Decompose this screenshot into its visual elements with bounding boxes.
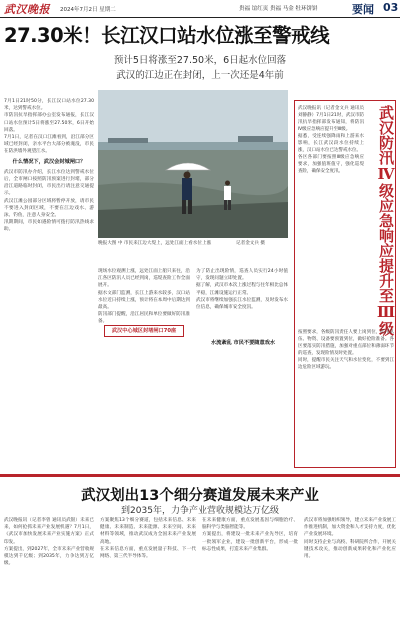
main-headline: 27.30米！长江汉口站水位涨至警戒线	[4, 24, 330, 47]
issue-date: 2024年7月2日 星期二	[60, 7, 116, 13]
main-story-text-2: 武汉市防汛办介绍，长江水位达到警戒水位后，全市闸口按照防汛预案进行封堵，部分沿江道路临时封闭，市民出行请注意交通提示。 武汉江滩公园部分区域将暂停开放，请市民不要进入封闭区域，不要在江边戏水、游泳、钓鱼，注意人身安全。 汛期期间，市民如遇险情可拨打防汛热线求助。	[4, 169, 94, 233]
photo-caption: 晚报大图 中 市民来江边大堤上，远处江面上看水位上涨	[98, 241, 212, 246]
river-photo	[98, 90, 288, 238]
page-number: 03	[383, 1, 399, 14]
header-ads: 贵福 谊红页 贵福 马金 牡环饼饼	[239, 6, 318, 12]
section-name: 要闻	[352, 3, 374, 16]
main-story-column-2	[98, 268, 190, 454]
newspaper-logo: 武汉晚报	[4, 3, 50, 16]
second-story-text-1: 武汉晚报讯（记者李曾 通讯员武银）未来已来，如何抢抓未来产业发展机遇？7月1日，《武汉市加快发展未来产业实施方案》正式印发。 方案提出，到2027年，全市未来产业营收规模达到千亿级；到2035年，力争达到万亿级。	[4, 518, 94, 567]
floodgate-subheading: 武汉中心城区封堵闸口70座	[104, 325, 184, 337]
photo-credit: 记者金文兵 摄	[236, 241, 266, 246]
second-story-column-1	[4, 517, 94, 625]
second-story-text-4: 武汉市将加强组织领导，建立未来产业发展工作推进机制，加大资金和人才支持力度，优化产业发展环境。 同时支持企业与高校、科研院所合作，开展关键技术攻关，推动创新成果转化和产业化应用。	[304, 518, 396, 560]
main-story-subheading: 什么情况下，武汉会封城闸口？	[12, 158, 86, 165]
second-story-column-4	[304, 517, 396, 625]
main-story-text: 7月1日21时50分，长江汉口站水位27.30米，达到警戒水位。 市防汛抗旱指挥部办公室发布通报，长江汉口站水位预计5日将涨至27.50米，6日开始回落。 7月1日，记者在汉口江滩看到，沿江部分区域已经封闭，亲水平台大部分被淹没，市民在防洪墙外观望江水。	[4, 99, 94, 155]
second-story-text-2: 方案聚焦13个细分赛道，包括未来信息、未来健康、未来制造、未来能源、未来空间、未来材料等领域，推动武汉成为全国未来产业发展高地。 在未来信息方面，重点发展量子科技、下一代网络、第三代半导体等。	[100, 518, 196, 560]
main-story-text-3: 现场水位观测上涨，远处江面上船只来往，沿江各区防汛人员已经到岗，巡堤查险工作全面展开。 据水文部门监测，长江上游来水较多，汉口站水位近日持续上涨，预计将在本周中后期达到最高。 防汛部门提醒，沿江居民和单位要做好防汛准备。	[98, 269, 190, 325]
masthead	[0, 0, 400, 18]
second-story-text-3: 在未来健康方面，重点发展基因与细胞治疗、脑科学与类脑智能等。 方案提出，将建设一批未来产业先导区，培育一批领军企业，建设一批创新平台，形成一批标志性成果，打造未来产业集群。	[202, 518, 298, 552]
main-story-column-1	[4, 98, 94, 468]
second-subhead: 到2035年，力争产业营收规模达万亿级	[121, 506, 279, 516]
sidebar-text-2: 按照要求，各级防汛责任人要上岗到位，防汛队伍、物资、设备要预置到位，做好抢险准备。各区要落实防汛措施，加强对重点部位和薄弱环节的巡查，发现险情及时处置。 同时，提醒市民关注天气和水位变化，不要到江边危险区域游玩。	[298, 330, 394, 370]
sidebar-text: 武汉晚报讯（记者金文兵 通讯员刘静静）7月1日21时，武汉市防汛抗旱指挥部发布通知，将防汛Ⅳ级应急响应提升至Ⅲ级。 据悉，受连续强降雨和上游来水影响，长江武汉段水位持续上涨，汉口站水位已达警戒水位。 各区各部门要按照Ⅲ级应急响应要求，加强值班值守，强化巡堤查险，确保安全度汛。	[298, 106, 364, 174]
sidebar-article	[294, 100, 396, 468]
sidebar-vertical-title: 武汉防汛Ⅳ级应急响应提升至Ⅲ级	[377, 105, 395, 336]
second-story-column-2	[100, 517, 196, 625]
section-divider	[0, 474, 400, 477]
water-warning-subheading: 水流紊乱 市民不要随意戏水	[210, 340, 276, 346]
second-story-column-3	[202, 517, 298, 625]
main-subhead-2: 武汉的江边正在封闭，上一次还是4年前	[116, 70, 284, 81]
main-subhead-1: 预计5日将涨至27.50米，6日起水位回落	[113, 55, 287, 66]
second-headline: 武汉划出13个细分赛道发展未来产业	[81, 488, 319, 504]
main-story-text-4: 为了防止出现险情，巡查人员实行24小时值守，发现问题立即处置。 据了解，武汉市本次上涨过程与往年相比总体平稳，江滩设施运行正常。 武汉市将继续加强长江水位监测，及时发布水位信息，确保城市安全度汛。	[196, 269, 288, 311]
main-story-column-3	[196, 268, 288, 454]
